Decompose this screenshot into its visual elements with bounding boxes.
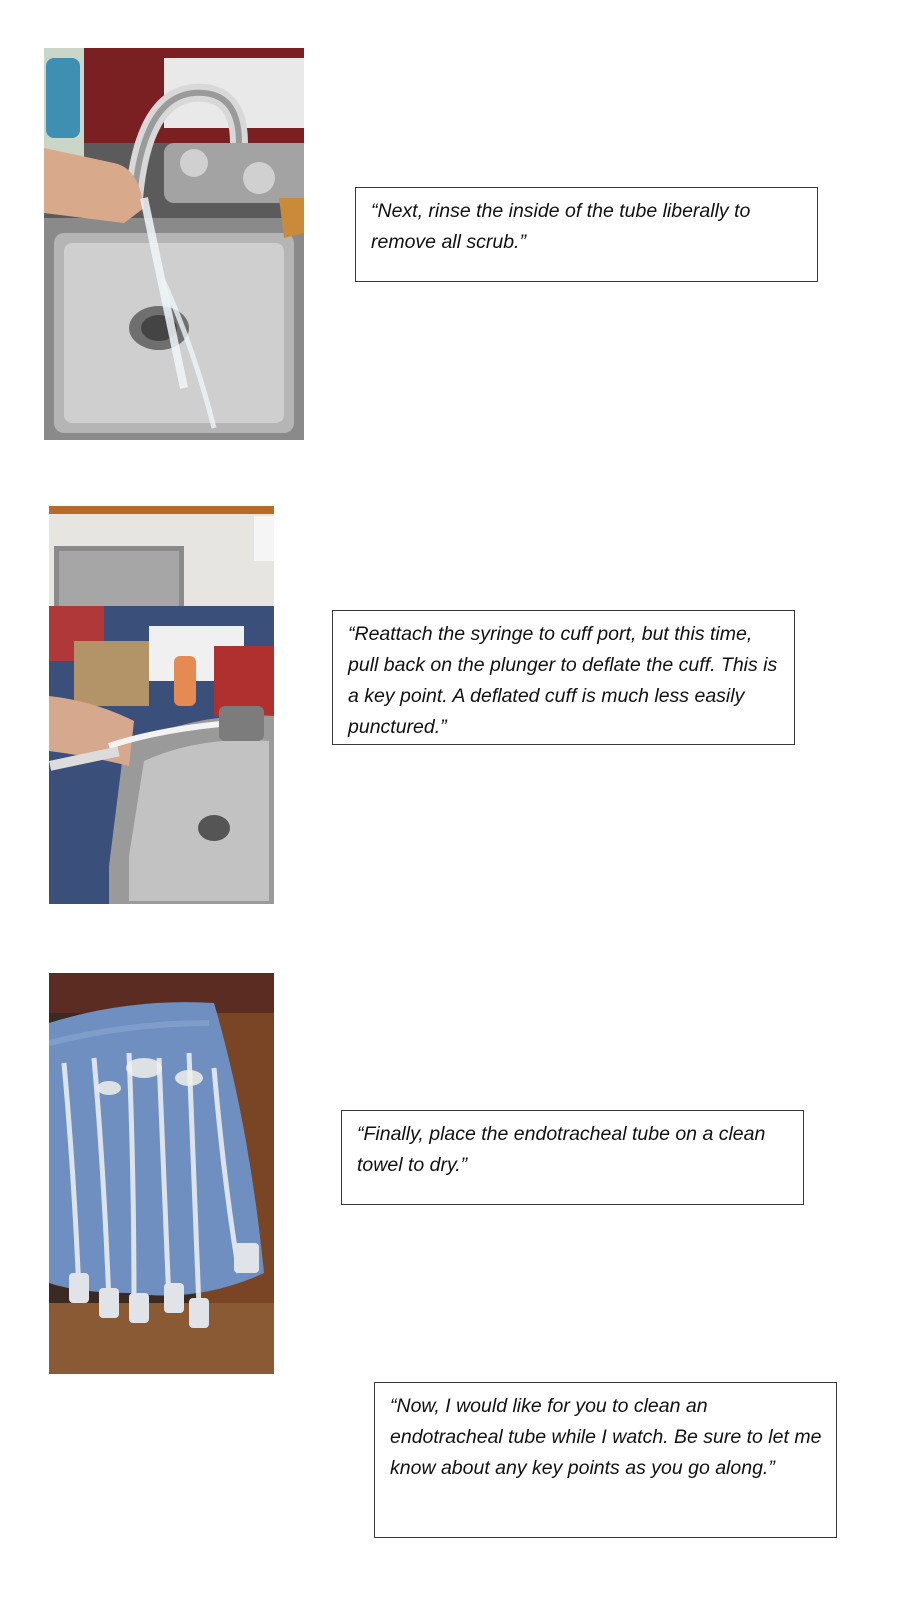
quote-box-deflate <box>332 610 795 745</box>
quote-text: “Next, rinse the inside of the tube liberally to remove all scrub.” <box>371 200 751 253</box>
quote-box-demonstrate <box>374 1382 837 1538</box>
quote-text: “Reattach the syringe to cuff port, but this time, pull back on the plunger to deflate the cuff. This is a key point. A deflated cuff is much less easily punctured.” <box>348 623 778 738</box>
photo-tubes-drying <box>49 973 274 1374</box>
quote-text: “Finally, place the endotracheal tube on a clean towel to dry.” <box>357 1123 766 1176</box>
quote-box-rinse <box>355 187 818 282</box>
quote-text: “Now, I would like for you to clean an endotracheal tube while I watch. Be sure to let me know about any key points as you go along.” <box>390 1395 822 1479</box>
photo-rinsing-tube <box>44 48 304 440</box>
photo-deflating-cuff <box>49 506 274 904</box>
quote-box-dry <box>341 1110 804 1205</box>
